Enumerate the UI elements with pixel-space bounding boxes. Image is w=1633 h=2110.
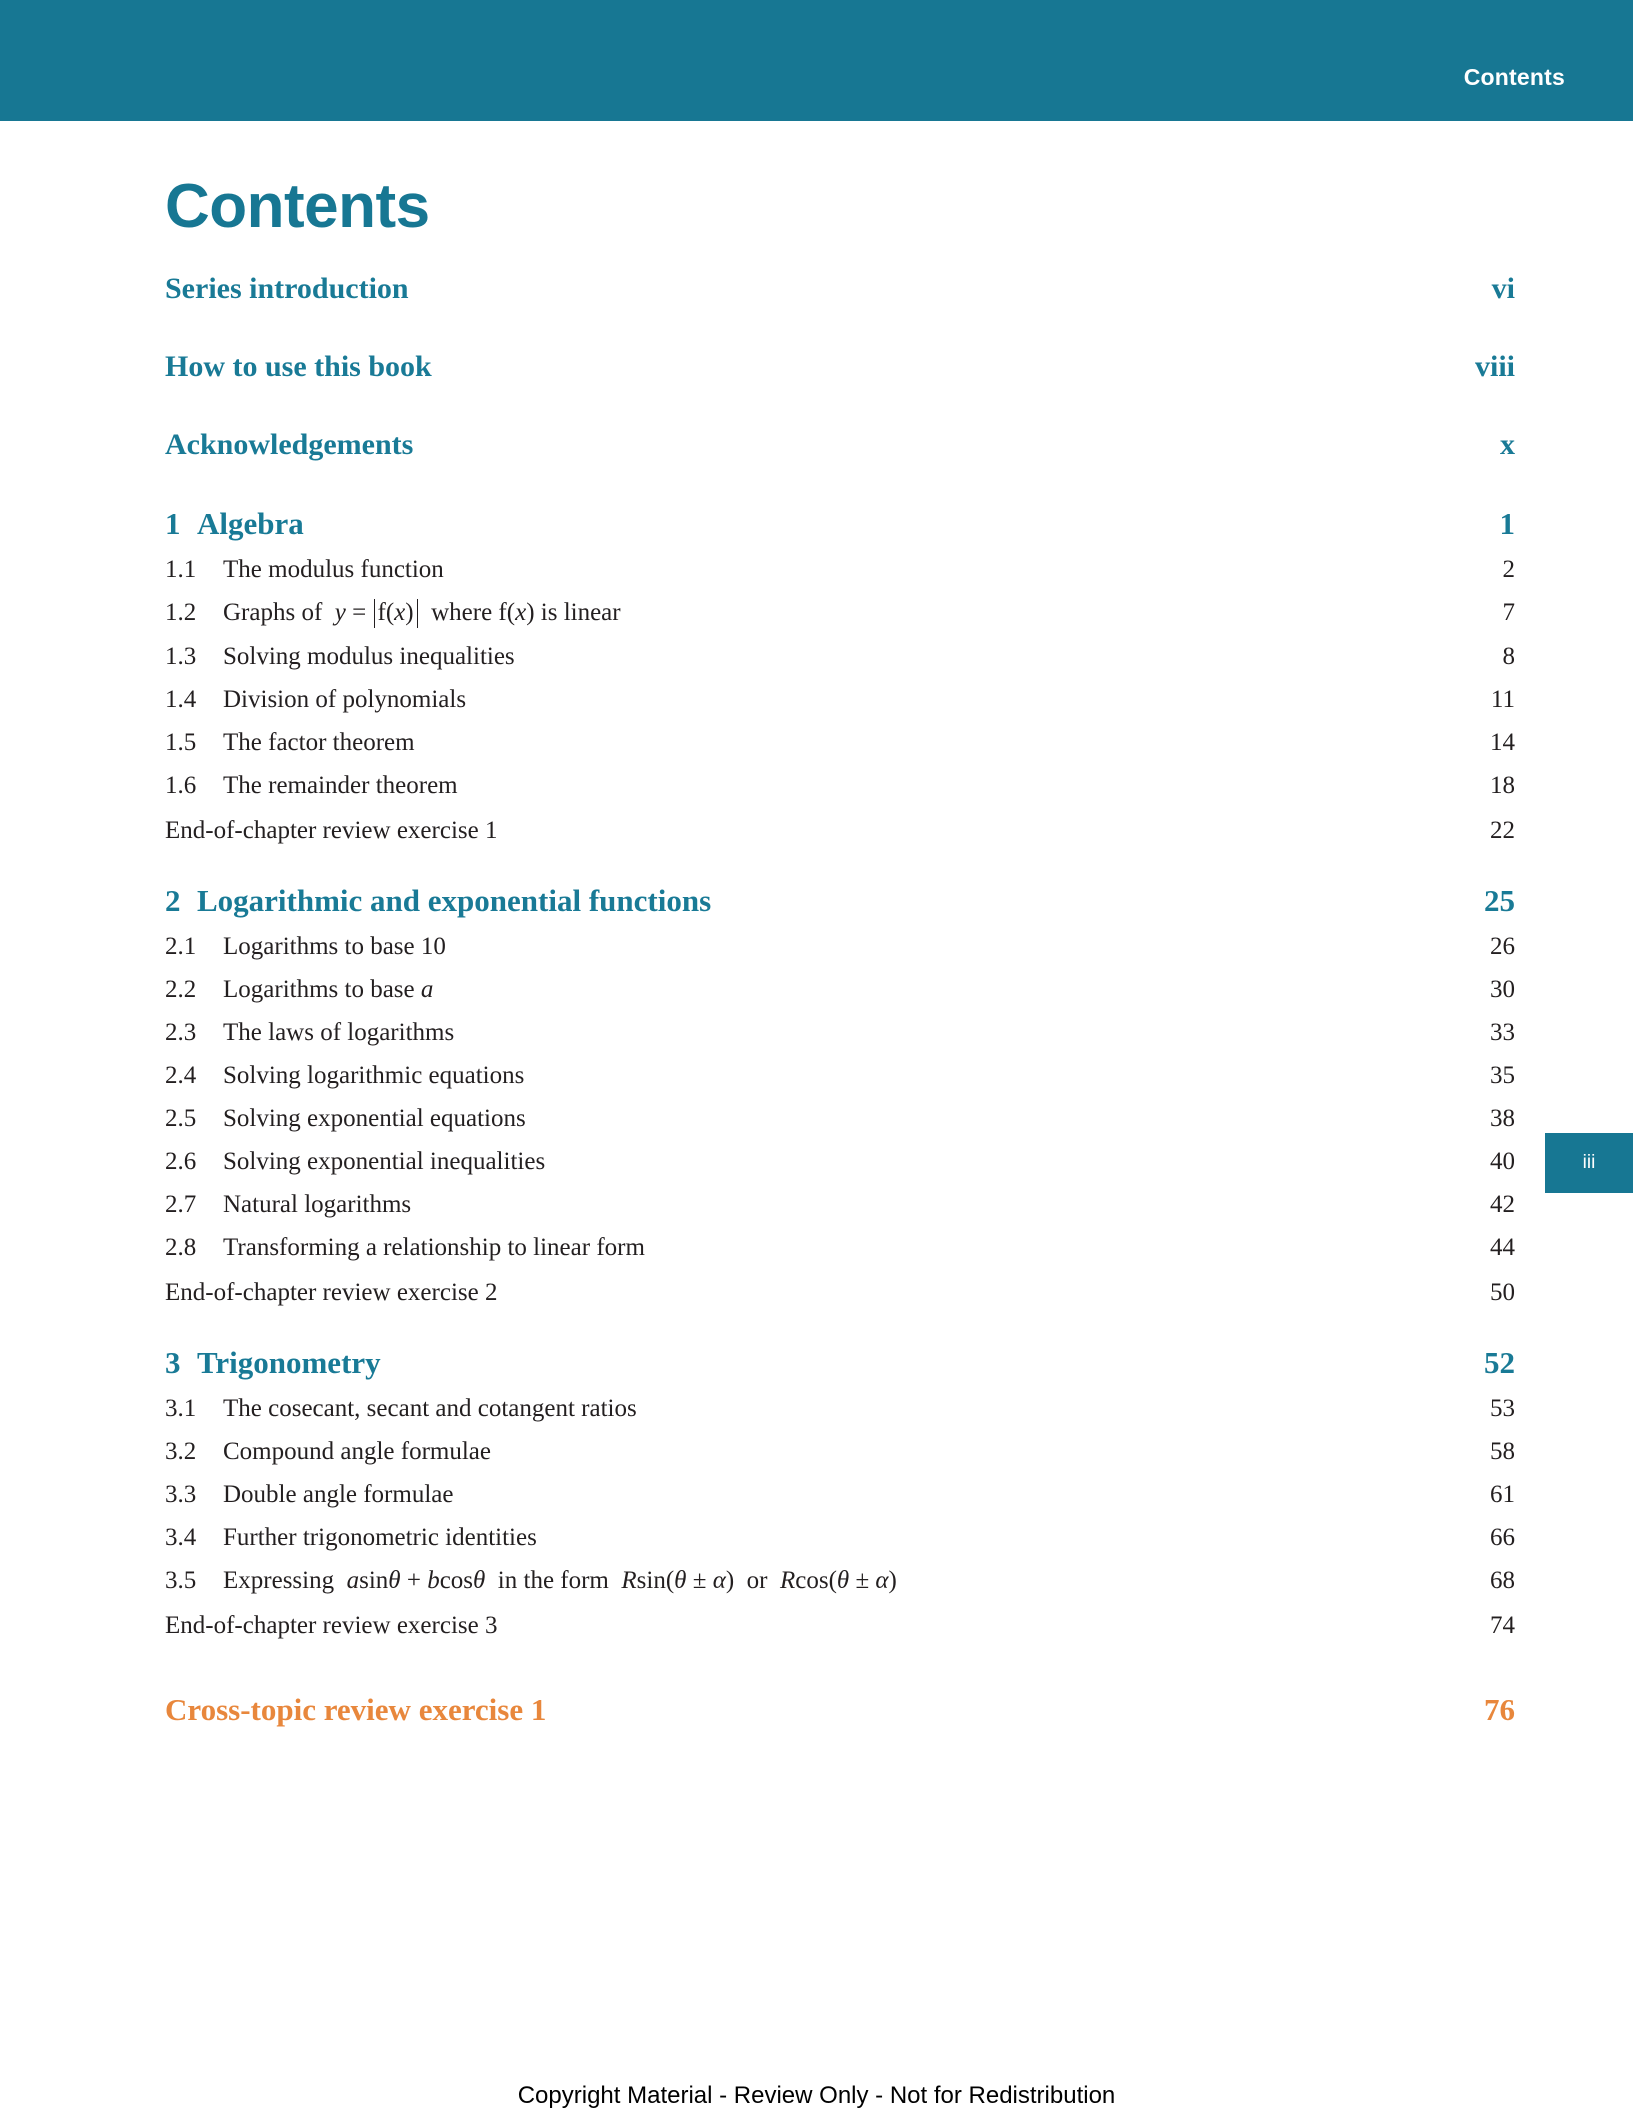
- toc-section-label: [165, 643, 1455, 671]
- toc-chapter-title: Trigonometry: [197, 1344, 381, 1380]
- math-theta-3: θ: [674, 1566, 687, 1594]
- toc-entry-page-number: vi: [1491, 272, 1515, 305]
- toc-section-number: 2.7: [165, 1190, 197, 1218]
- math-equals: =: [352, 599, 367, 626]
- math-var-b: b: [427, 1566, 440, 1594]
- math-sin: sin: [359, 1566, 389, 1594]
- toc-section-page-number: 44: [1490, 1233, 1515, 1261]
- toc-section-3-5[interactable]: [165, 1567, 1515, 1595]
- toc-chapter-number: 3: [165, 1344, 181, 1380]
- toc-section-title: Logarithms to base 10: [223, 932, 446, 960]
- toc-section-title: Double angle formulae: [223, 1480, 454, 1508]
- math-prefix: Graphs of: [223, 599, 323, 626]
- toc-section-2-3[interactable]: [165, 1019, 1515, 1047]
- toc-entry-label: Acknowledgements: [165, 428, 414, 461]
- toc-section-number: 1.6: [165, 771, 197, 799]
- toc-section-label: [165, 1567, 1455, 1595]
- toc-chapter-page-number: 25: [1484, 882, 1515, 918]
- toc-review-exercise-3[interactable]: [165, 1612, 1515, 1640]
- chapter-group-1: [165, 506, 1515, 845]
- math-middle: in the form: [497, 1566, 609, 1594]
- math-var-a: a: [420, 975, 434, 1003]
- toc-section-3-3[interactable]: [165, 1481, 1515, 1509]
- toc-section-page-number: 40: [1490, 1147, 1515, 1175]
- toc-section-number: 3.2: [165, 1437, 197, 1465]
- toc-entry-page-number: viii: [1474, 350, 1515, 383]
- math-alpha-1: α: [712, 1566, 726, 1594]
- toc-section-page-number: 14: [1490, 728, 1515, 756]
- toc-section-title: The modulus function: [223, 556, 444, 583]
- page-body: [0, 121, 1633, 2109]
- toc-chapter-heading-3[interactable]: [165, 1345, 1515, 1381]
- toc-section-number: 2.4: [165, 1061, 197, 1089]
- toc-section-number: 2.5: [165, 1104, 197, 1132]
- toc-section-number: 3.4: [165, 1523, 197, 1551]
- toc-section-page-number: 8: [1502, 642, 1515, 670]
- toc-section-3-1[interactable]: [165, 1395, 1515, 1423]
- toc-section-3-2[interactable]: [165, 1438, 1515, 1466]
- toc-section-label: [165, 556, 1455, 584]
- toc-section-number: 1.5: [165, 728, 197, 756]
- toc-content: [165, 172, 1515, 1728]
- toc-section-label: [165, 1438, 1455, 1466]
- toc-section-title-math: [223, 1567, 897, 1594]
- toc-review-label: End-of-chapter review exercise 1: [165, 816, 498, 844]
- toc-section-page-number: 33: [1490, 1018, 1515, 1046]
- toc-entry-how-to-use-this-book[interactable]: [165, 350, 1515, 384]
- toc-section-2-7[interactable]: [165, 1191, 1515, 1219]
- toc-review-exercise-1[interactable]: [165, 817, 1515, 845]
- toc-review-label: End-of-chapter review exercise 3: [165, 1611, 498, 1639]
- toc-section-label: [165, 599, 1455, 628]
- copyright-footer: Copyright Material - Review Only - Not for Redistribution: [517, 2082, 1116, 2109]
- toc-section-title: Division of polynomials: [223, 685, 467, 713]
- toc-section-page-number: 11: [1490, 685, 1515, 713]
- toc-cross-topic-label: Cross-topic review exercise 1: [165, 1691, 547, 1727]
- toc-review-page-number: 22: [1490, 816, 1515, 844]
- toc-section-2-6[interactable]: [165, 1148, 1515, 1176]
- toc-section-page-number: 7: [1502, 599, 1515, 626]
- toc-section-title: Further trigonometric identities: [223, 1523, 537, 1551]
- toc-section-title: Solving exponential inequalities: [223, 1147, 546, 1175]
- toc-chapter-heading-2[interactable]: [165, 883, 1515, 919]
- math-absolute-value: [374, 599, 418, 628]
- toc-section-page-number: 18: [1490, 771, 1515, 799]
- toc-chapter-label: [165, 506, 1455, 542]
- toc-section-number: 3.1: [165, 1394, 197, 1422]
- side-page-tab: [1545, 1133, 1633, 1193]
- toc-section-label: [165, 729, 1455, 757]
- toc-entry-series-introduction[interactable]: [165, 272, 1515, 306]
- math-theta-2: θ: [473, 1566, 486, 1594]
- toc-section-title: Transforming a relationship to linear form: [223, 1233, 645, 1261]
- toc-chapter-heading-1[interactable]: [165, 506, 1515, 542]
- toc-section-number: 3.3: [165, 1480, 197, 1508]
- toc-review-page-number: 50: [1490, 1278, 1515, 1306]
- math-var-y: y: [334, 599, 346, 626]
- toc-section-2-5[interactable]: [165, 1105, 1515, 1133]
- math-var-R-1: R: [621, 1566, 637, 1594]
- toc-section-title: The remainder theorem: [223, 771, 458, 799]
- toc-section-label: [165, 772, 1455, 800]
- toc-section-title: The factor theorem: [223, 728, 415, 756]
- toc-section-label: [165, 1062, 1455, 1090]
- toc-section-label: [165, 976, 1455, 1004]
- toc-section-page-number: 53: [1490, 1394, 1515, 1422]
- toc-section-page-number: 38: [1490, 1104, 1515, 1132]
- math-plus-minus-1: ±: [692, 1566, 707, 1594]
- chapter-group-3: [165, 1345, 1515, 1640]
- toc-section-page-number: 42: [1490, 1190, 1515, 1218]
- toc-section-title: Solving exponential equations: [223, 1104, 526, 1132]
- math-alpha-2: α: [875, 1566, 889, 1594]
- toc-section-label: [165, 1234, 1455, 1262]
- running-header-title: Contents: [1463, 64, 1565, 90]
- toc-cross-topic-page-number: 76: [1484, 1691, 1515, 1727]
- toc-section-number: 2.8: [165, 1233, 197, 1261]
- toc-section-1-5[interactable]: [165, 729, 1515, 757]
- chapter-group-2: [165, 883, 1515, 1307]
- math-suffix: ) is linear: [526, 599, 621, 626]
- toc-section-page-number: 66: [1490, 1523, 1515, 1551]
- math-theta-4: θ: [836, 1566, 850, 1594]
- toc-section-label: [165, 686, 1455, 714]
- toc-section-page-number: 58: [1490, 1437, 1515, 1465]
- toc-section-number: 2.1: [165, 932, 197, 960]
- toc-section-page-number: 2: [1502, 556, 1515, 583]
- toc-section-title: Solving logarithmic equations: [223, 1061, 525, 1089]
- math-var-x: x: [394, 599, 406, 626]
- toc-chapter-number: 1: [165, 506, 181, 541]
- toc-chapter-title: Algebra: [197, 506, 304, 541]
- toc-section-title: The laws of logarithms: [223, 1018, 455, 1046]
- math-var-a: a: [346, 1566, 360, 1594]
- toc-chapter-label: [165, 883, 1455, 919]
- toc-chapter-page-number: 52: [1484, 1344, 1515, 1380]
- toc-section-number: 2.6: [165, 1147, 197, 1175]
- toc-section-3-4[interactable]: [165, 1524, 1515, 1552]
- toc-section-1-6[interactable]: [165, 772, 1515, 800]
- math-var-x2: x: [515, 599, 527, 626]
- math-prefix: Logarithms to base: [223, 975, 415, 1003]
- math-paren-open: (: [385, 599, 395, 626]
- toc-chapter-number: 2: [165, 882, 181, 918]
- toc-review-label: End-of-chapter review exercise 2: [165, 1278, 498, 1306]
- front-matter-group: [165, 272, 1515, 462]
- toc-section-label: [165, 1524, 1455, 1552]
- toc-chapter-title: Logarithmic and exponential functions: [197, 882, 712, 918]
- toc-section-page-number: 61: [1490, 1480, 1515, 1508]
- math-cos-open: cos(: [795, 1566, 837, 1594]
- toc-section-number: 1.2: [165, 599, 197, 626]
- toc-chapter-label: [165, 1345, 1455, 1381]
- toc-section-2-2[interactable]: [165, 976, 1515, 1004]
- toc-section-number: 1.4: [165, 685, 197, 713]
- toc-section-1-1[interactable]: [165, 556, 1515, 584]
- toc-section-label: [165, 1191, 1455, 1219]
- toc-section-label: [165, 1148, 1455, 1176]
- side-page-tab-label: iii: [1582, 1152, 1596, 1173]
- math-cos: cos: [439, 1566, 474, 1594]
- toc-section-2-4[interactable]: [165, 1062, 1515, 1090]
- toc-entry-acknowledgements[interactable]: [165, 428, 1515, 462]
- toc-entry-label: How to use this book: [165, 350, 432, 383]
- toc-review-page-number: 74: [1490, 1611, 1515, 1639]
- toc-section-number: 3.5: [165, 1566, 197, 1594]
- toc-section-page-number: 35: [1490, 1061, 1515, 1089]
- cross-topic-group: [165, 1692, 1515, 1728]
- math-var-R-2: R: [779, 1566, 796, 1594]
- math-or: or: [746, 1566, 768, 1594]
- toc-section-number: 2.2: [165, 975, 197, 1003]
- toc-section-1-2[interactable]: [165, 599, 1515, 628]
- toc-section-label: [165, 1105, 1455, 1133]
- toc-section-1-3[interactable]: [165, 643, 1515, 671]
- math-theta-1: θ: [388, 1566, 401, 1594]
- math-plus-minus-2: ±: [855, 1566, 870, 1594]
- toc-section-title-math: [223, 976, 433, 1003]
- toc-entry-label: Series introduction: [165, 272, 409, 305]
- toc-cross-topic-exercise-1[interactable]: [165, 1692, 1515, 1728]
- toc-section-label: [165, 1019, 1455, 1047]
- toc-chapter-page-number: 1: [1499, 506, 1515, 541]
- math-prefix: Expressing: [223, 1566, 335, 1594]
- math-paren-close: ): [405, 599, 414, 626]
- toc-section-number: 2.3: [165, 1018, 197, 1046]
- toc-section-label: [165, 1481, 1455, 1509]
- math-paren-close-1: ): [725, 1566, 735, 1594]
- toc-section-label: [165, 1395, 1455, 1423]
- toc-section-page-number: 26: [1490, 932, 1515, 960]
- toc-section-number: 1.3: [165, 642, 197, 670]
- toc-section-title-math: [223, 599, 621, 626]
- math-sin-open: sin(: [636, 1566, 675, 1594]
- toc-review-exercise-2[interactable]: [165, 1279, 1515, 1307]
- math-paren-close-2: ): [888, 1566, 897, 1594]
- math-f: f: [377, 599, 386, 626]
- toc-section-page-number: 30: [1490, 975, 1515, 1003]
- toc-section-2-1[interactable]: [165, 933, 1515, 961]
- toc-section-page-number: 68: [1490, 1566, 1515, 1594]
- page-title: Contents: [165, 172, 430, 241]
- toc-section-title: Solving modulus inequalities: [223, 642, 515, 670]
- toc-section-title: Natural logarithms: [223, 1190, 412, 1218]
- toc-section-2-8[interactable]: [165, 1234, 1515, 1262]
- toc-section-title: The cosecant, secant and cotangent ratios: [223, 1394, 637, 1422]
- page-header-band: [0, 0, 1633, 121]
- toc-section-1-4[interactable]: [165, 686, 1515, 714]
- toc-section-number: 1.1: [165, 556, 197, 583]
- toc-section-label: [165, 933, 1455, 961]
- math-middle: where f(: [431, 599, 516, 626]
- math-plus: +: [406, 1566, 421, 1594]
- toc-entry-page-number: x: [1500, 428, 1515, 461]
- toc-section-title: Compound angle formulae: [223, 1437, 491, 1465]
